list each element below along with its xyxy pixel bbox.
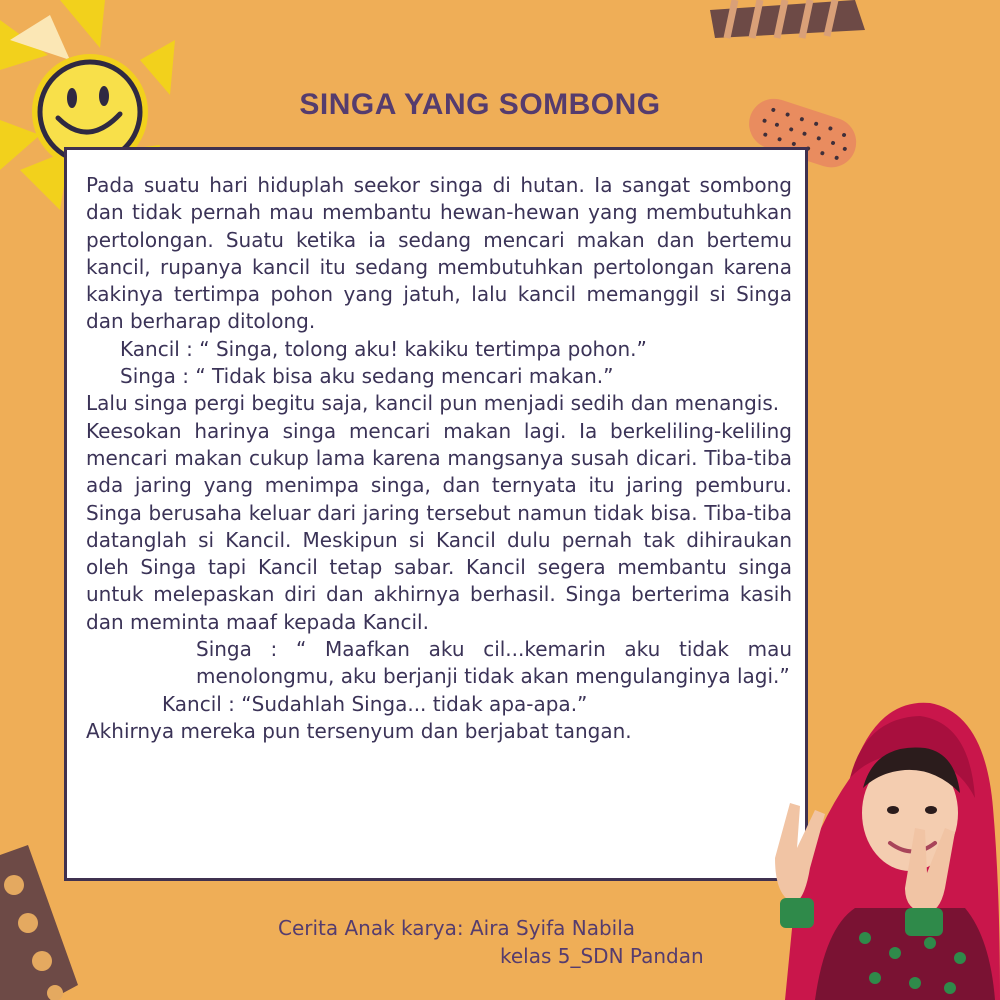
author-credit	[278, 914, 748, 970]
story-paragraph: Akhirnya mereka pun tersenyum dan berjabat tangan.	[86, 718, 632, 743]
author-photo	[755, 698, 1000, 1000]
story-paragraph: Lalu singa pergi begitu saja, kancil pun menjadi sedih dan menangis.	[86, 391, 780, 416]
story-paragraph: Pada suatu hari hiduplah seekor singa di hutan. Ia sangat sombong dan tidak pernah mau membantu hewan-hewan yang membutuhkan pertolongan. Suatu ketika ia sedang mencari makan dan bertemu kancil, rupanya kancil itu sedang membutuhkan pertolongan karena kakinya tertimpa pohon yang jatuh, lalu kancil memanggil si Singa dan berharap ditolong.	[86, 173, 792, 334]
story-text	[86, 172, 792, 745]
tape-decoration	[705, 0, 870, 40]
story-paragraph: Keesokan harinya singa mencari makan lagi. Ia berkeliling-keliling mencari makan cukup lama karena mangsanya susah dicari. Tiba-tiba ada jaring yang menimpa singa, dan ternyata itu jaring pemburu. Singa berusaha keluar dari jaring tersebut namun tidak bisa. Tiba-tiba datanglah si Kancil. Meskipun si Kancil dulu pernah tak dihiraukan oleh Singa tapi Kancil tetap sabar. Kancil segera membantu singa untuk melepaskan diri dan akhirnya berhasil. Singa berterima kasih dan meminta maaf kepada Kancil.	[86, 418, 792, 634]
credit-author: Cerita Anak karya: Aira Syifa Nabila	[278, 916, 636, 940]
dialogue-line: Kancil : “ Singa, tolong aku! kakiku tertimpa pohon.”	[120, 336, 647, 361]
page-title: SINGA YANG SOMBONG	[299, 88, 661, 121]
credit-class: kelas 5_SDN Pandan	[500, 944, 704, 968]
dialogue-line: Kancil : “Sudahlah Singa... tidak apa-apa.”	[162, 691, 588, 716]
dialogue-line: Singa : “ Maafkan aku cil...kemarin aku tidak mau menolongmu, aku berjanji tidak akan mengulanginya lagi.”	[196, 637, 792, 689]
dialogue-line: Singa : “ Tidak bisa aku sedang mencari makan.”	[120, 364, 614, 389]
